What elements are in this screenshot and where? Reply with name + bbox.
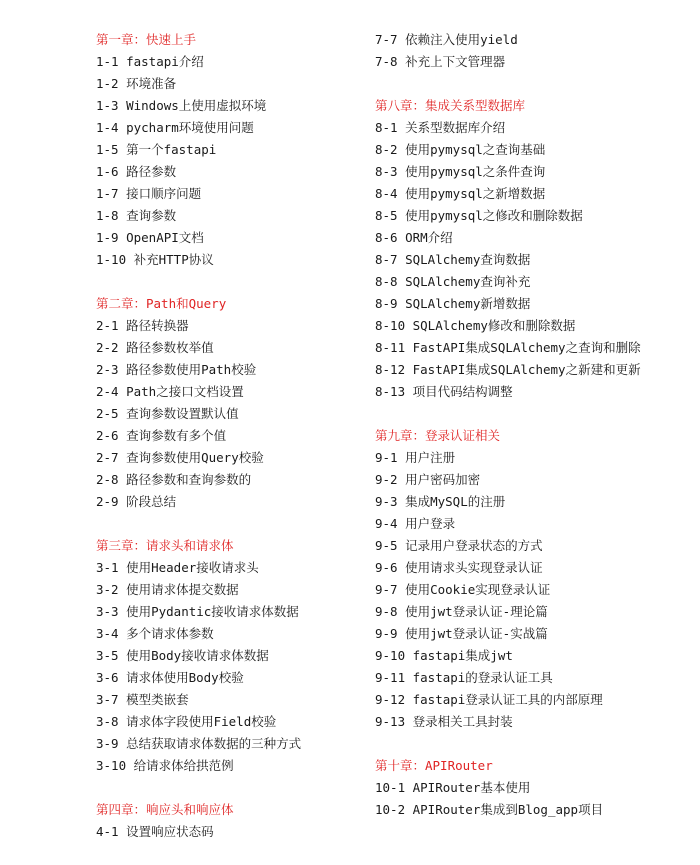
toc-item: 1-4 pycharm环境使用问题 — [96, 120, 254, 135]
chapter-heading: 第九章：登录认证相关 — [375, 428, 501, 443]
toc-item: 2-4 Path之接口文档设置 — [96, 384, 244, 399]
toc-item: 3-5 使用Body接收请求体数据 — [96, 648, 269, 663]
toc-item: 8-11 FastAPI集成SQLAlchemy之查询和删除 — [375, 340, 641, 355]
toc-item: 3-3 使用Pydantic接收请求体数据 — [96, 604, 299, 619]
toc-item: 8-4 使用pymysql之新增数据 — [375, 186, 546, 201]
toc-item: 1-1 fastapi介绍 — [96, 54, 204, 69]
chapter-10 — [375, 755, 695, 821]
toc-item: 2-2 路径参数枚举值 — [96, 340, 214, 355]
toc-item: 8-3 使用pymysql之条件查询 — [375, 164, 546, 179]
toc-item: 1-6 路径参数 — [96, 164, 177, 179]
toc-item: 8-1 关系型数据库介绍 — [375, 120, 506, 135]
toc-item: 1-5 第一个fastapi — [96, 142, 217, 157]
chapter-heading: 第四章：响应头和响应体 — [96, 802, 234, 817]
toc-item: 9-2 用户密码加密 — [375, 472, 481, 487]
toc-item: 4-1 设置响应状态码 — [96, 824, 214, 839]
toc-item: 9-9 使用jwt登录认证-实战篇 — [375, 626, 548, 641]
toc-item: 1-3 Windows上使用虚拟环境 — [96, 98, 267, 113]
chapter-3 — [96, 535, 356, 777]
toc-item: 10-1 APIRouter基本使用 — [375, 780, 531, 795]
toc-item: 9-13 登录相关工具封装 — [375, 714, 513, 729]
toc-item: 3-10 给请求体给拱范例 — [96, 758, 234, 773]
toc-item: 9-10 fastapi集成jwt — [375, 648, 513, 663]
toc-item: 2-1 路径转换器 — [96, 318, 189, 333]
toc-item: 8-9 SQLAlchemy新增数据 — [375, 296, 531, 311]
toc-item: 10-2 APIRouter集成到Blog_app项目 — [375, 802, 604, 817]
toc-item: 8-10 SQLAlchemy修改和删除数据 — [375, 318, 576, 333]
toc-item: 3-1 使用Header接收请求头 — [96, 560, 259, 575]
toc-item: 2-3 路径参数使用Path校验 — [96, 362, 257, 377]
chapter-8 — [375, 95, 695, 403]
toc-item: 9-3 集成MySQL的注册 — [375, 494, 506, 509]
toc-item: 8-7 SQLAlchemy查询数据 — [375, 252, 531, 267]
chapter-heading: 第三章：请求头和请求体 — [96, 538, 234, 553]
toc-item: 9-1 用户注册 — [375, 450, 456, 465]
chapter-heading: 第二章：Path和Query — [96, 296, 227, 311]
toc-item: 3-4 多个请求体参数 — [96, 626, 214, 641]
toc-item: 9-12 fastapi登录认证工具的内部原理 — [375, 692, 603, 707]
toc-item: 9-4 用户登录 — [375, 516, 456, 531]
toc-item: 1-8 查询参数 — [96, 208, 177, 223]
toc-item: 2-5 查询参数设置默认值 — [96, 406, 239, 421]
chapter-2 — [96, 293, 356, 513]
right-column — [375, 29, 695, 843]
toc-item: 1-7 接口顺序问题 — [96, 186, 202, 201]
toc-item: 1-10 补充HTTP协议 — [96, 252, 214, 267]
toc-item: 2-9 阶段总结 — [96, 494, 177, 509]
toc-item: 2-6 查询参数有多个值 — [96, 428, 227, 443]
chapter-heading: 第一章：快速上手 — [96, 32, 197, 47]
chapter-1 — [96, 29, 356, 271]
chapter-9 — [375, 425, 695, 733]
toc-item: 8-6 ORM介绍 — [375, 230, 453, 245]
toc-item: 9-7 使用Cookie实现登录认证 — [375, 582, 551, 597]
toc-item: 3-6 请求体使用Body校验 — [96, 670, 244, 685]
toc-item: 9-5 记录用户登录状态的方式 — [375, 538, 543, 553]
toc-item: 3-9 总结获取请求体数据的三种方式 — [96, 736, 302, 751]
toc-item: 8-13 项目代码结构调整 — [375, 384, 513, 399]
toc-item: 7-8 补充上下文管理器 — [375, 54, 506, 69]
toc-item: 8-5 使用pymysql之修改和删除数据 — [375, 208, 583, 223]
toc-item: 9-8 使用jwt登录认证-理论篇 — [375, 604, 548, 619]
toc-item: 2-8 路径参数和查询参数的 — [96, 472, 252, 487]
toc-item: 8-2 使用pymysql之查询基础 — [375, 142, 546, 157]
toc-item: 2-7 查询参数使用Query校验 — [96, 450, 264, 465]
toc-item: 7-7 依赖注入使用yield — [375, 32, 518, 47]
toc-item: 3-2 使用请求体提交数据 — [96, 582, 239, 597]
toc-item: 1-9 OpenAPI文档 — [96, 230, 204, 245]
toc-item: 8-12 FastAPI集成SQLAlchemy之新建和更新 — [375, 362, 641, 377]
toc-item: 3-8 请求体字段使用Field校验 — [96, 714, 277, 729]
toc-item: 9-6 使用请求头实现登录认证 — [375, 560, 543, 575]
chapter-4 — [96, 799, 356, 843]
toc-item: 1-2 环境准备 — [96, 76, 177, 91]
chapter-heading: 第八章：集成关系型数据库 — [375, 98, 526, 113]
left-column — [96, 29, 356, 865]
toc-item: 3-7 模型类嵌套 — [96, 692, 189, 707]
chapter-7-continued — [375, 29, 695, 73]
toc-item: 9-11 fastapi的登录认证工具 — [375, 670, 553, 685]
toc-item: 8-8 SQLAlchemy查询补充 — [375, 274, 531, 289]
chapter-heading: 第十章：APIRouter — [375, 758, 493, 773]
